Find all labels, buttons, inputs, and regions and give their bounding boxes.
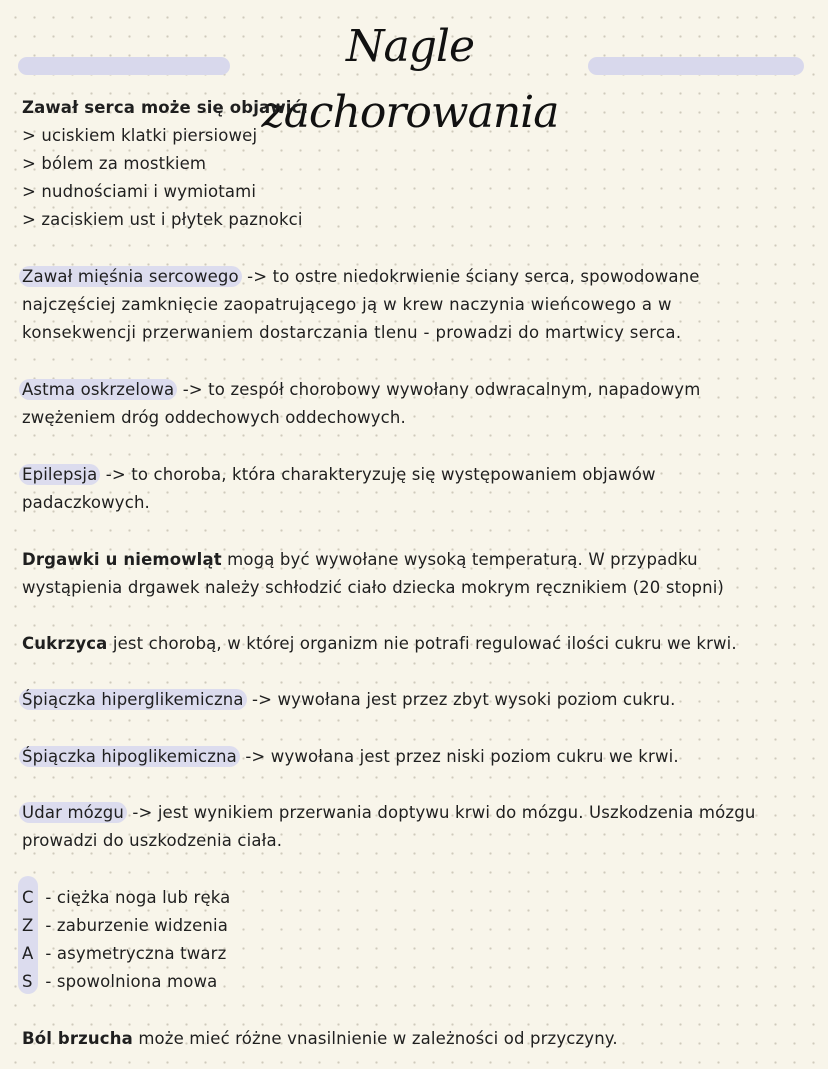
term-highlight: Udar mózgu [19,802,127,823]
epilepsy-line-1: Epilepsja -> to choroba, która charakteryzuję się występowaniem objawów [22,464,656,486]
epilepsy-line-2: padaczkowych. [22,493,150,512]
hypoglycemic-line: Śpiączka hipoglikemiczna -> wywołana jest przez niski poziom cukru we krwi. [22,746,679,768]
diabetes-line: Cukrzyca jest chorobą, w której organizm nie potrafi regulować ilości cukru we krwi. [22,634,737,653]
seizures-line-2: wystąpienia drgawek należy schłodzić ciało dziecka mokrym ręcznikiem (20 stopni) [22,578,725,597]
asthma-line-1: Astma oskrzelowa -> to zespół chorobowy wywołany odwracalnym, napadowym [22,379,700,401]
acronym-item: Z - zaburzenie widzenia [22,916,228,935]
title-decoration-right [588,57,804,75]
acronym-item: A - asymetryczna twarz [22,944,227,963]
acronym-item: C - ciężka noga lub ręka [22,888,231,907]
asthma-line-2: zwężeniem dróg oddechowych oddechowych. [22,408,406,427]
symptom-item: > nudnościami i wymiotami [22,182,257,201]
stroke-line-2: prowadzi do uszkodzenia ciała. [22,831,283,850]
seizures-line-1: Drgawki u niemowląt mogą być wywołane wysoką temperaturą. W przypadku [22,550,698,569]
myocardial-line-1: Zawał mięśnia sercowego -> to ostre niedokrwienie ściany serca, spowodowane [22,266,700,288]
term-highlight: Śpiączka hipoglikemiczna [19,746,240,767]
symptom-item: > bólem za mostkiem [22,154,207,173]
term-highlight: Epilepsja [19,464,100,485]
myocardial-line-3: konsekwencji przerwaniem dostarczania tlenu - prowadzi do martwicy serca. [22,323,682,342]
term-highlight: Astma oskrzelowa [19,379,177,400]
hyperglycemic-line: Śpiączka hiperglikemiczna -> wywołana jest przez zbyt wysoki poziom cukru. [22,689,676,711]
page-title: Nagle zachorowania [261,21,559,138]
term-highlight: Śpiączka hiperglikemiczna [19,689,247,710]
abdominal-pain-line: Ból brzucha może mieć różne vnasilnienie w zależności od przyczyny. [22,1029,618,1048]
myocardial-line-2: najczęściej zamknięcie zaopatrującego ją w krew naczynia wieńcowego a w [22,295,672,314]
stroke-line-1: Udar mózgu -> jest wynikiem przerwania doptywu krwi do mózgu. Uszkodzenia mózgu [22,802,755,824]
symptom-item: > uciskiem klatki piersiowej [22,126,258,145]
title-decoration-left [18,57,230,75]
heart-attack-heading: Zawał serca może się objawić: [22,98,309,117]
acronym-item: S - spowolniona mowa [22,972,218,991]
symptom-item: > zaciskiem ust i płytek paznokci [22,210,303,229]
term-highlight: Zawał mięśnia sercowego [19,266,242,287]
